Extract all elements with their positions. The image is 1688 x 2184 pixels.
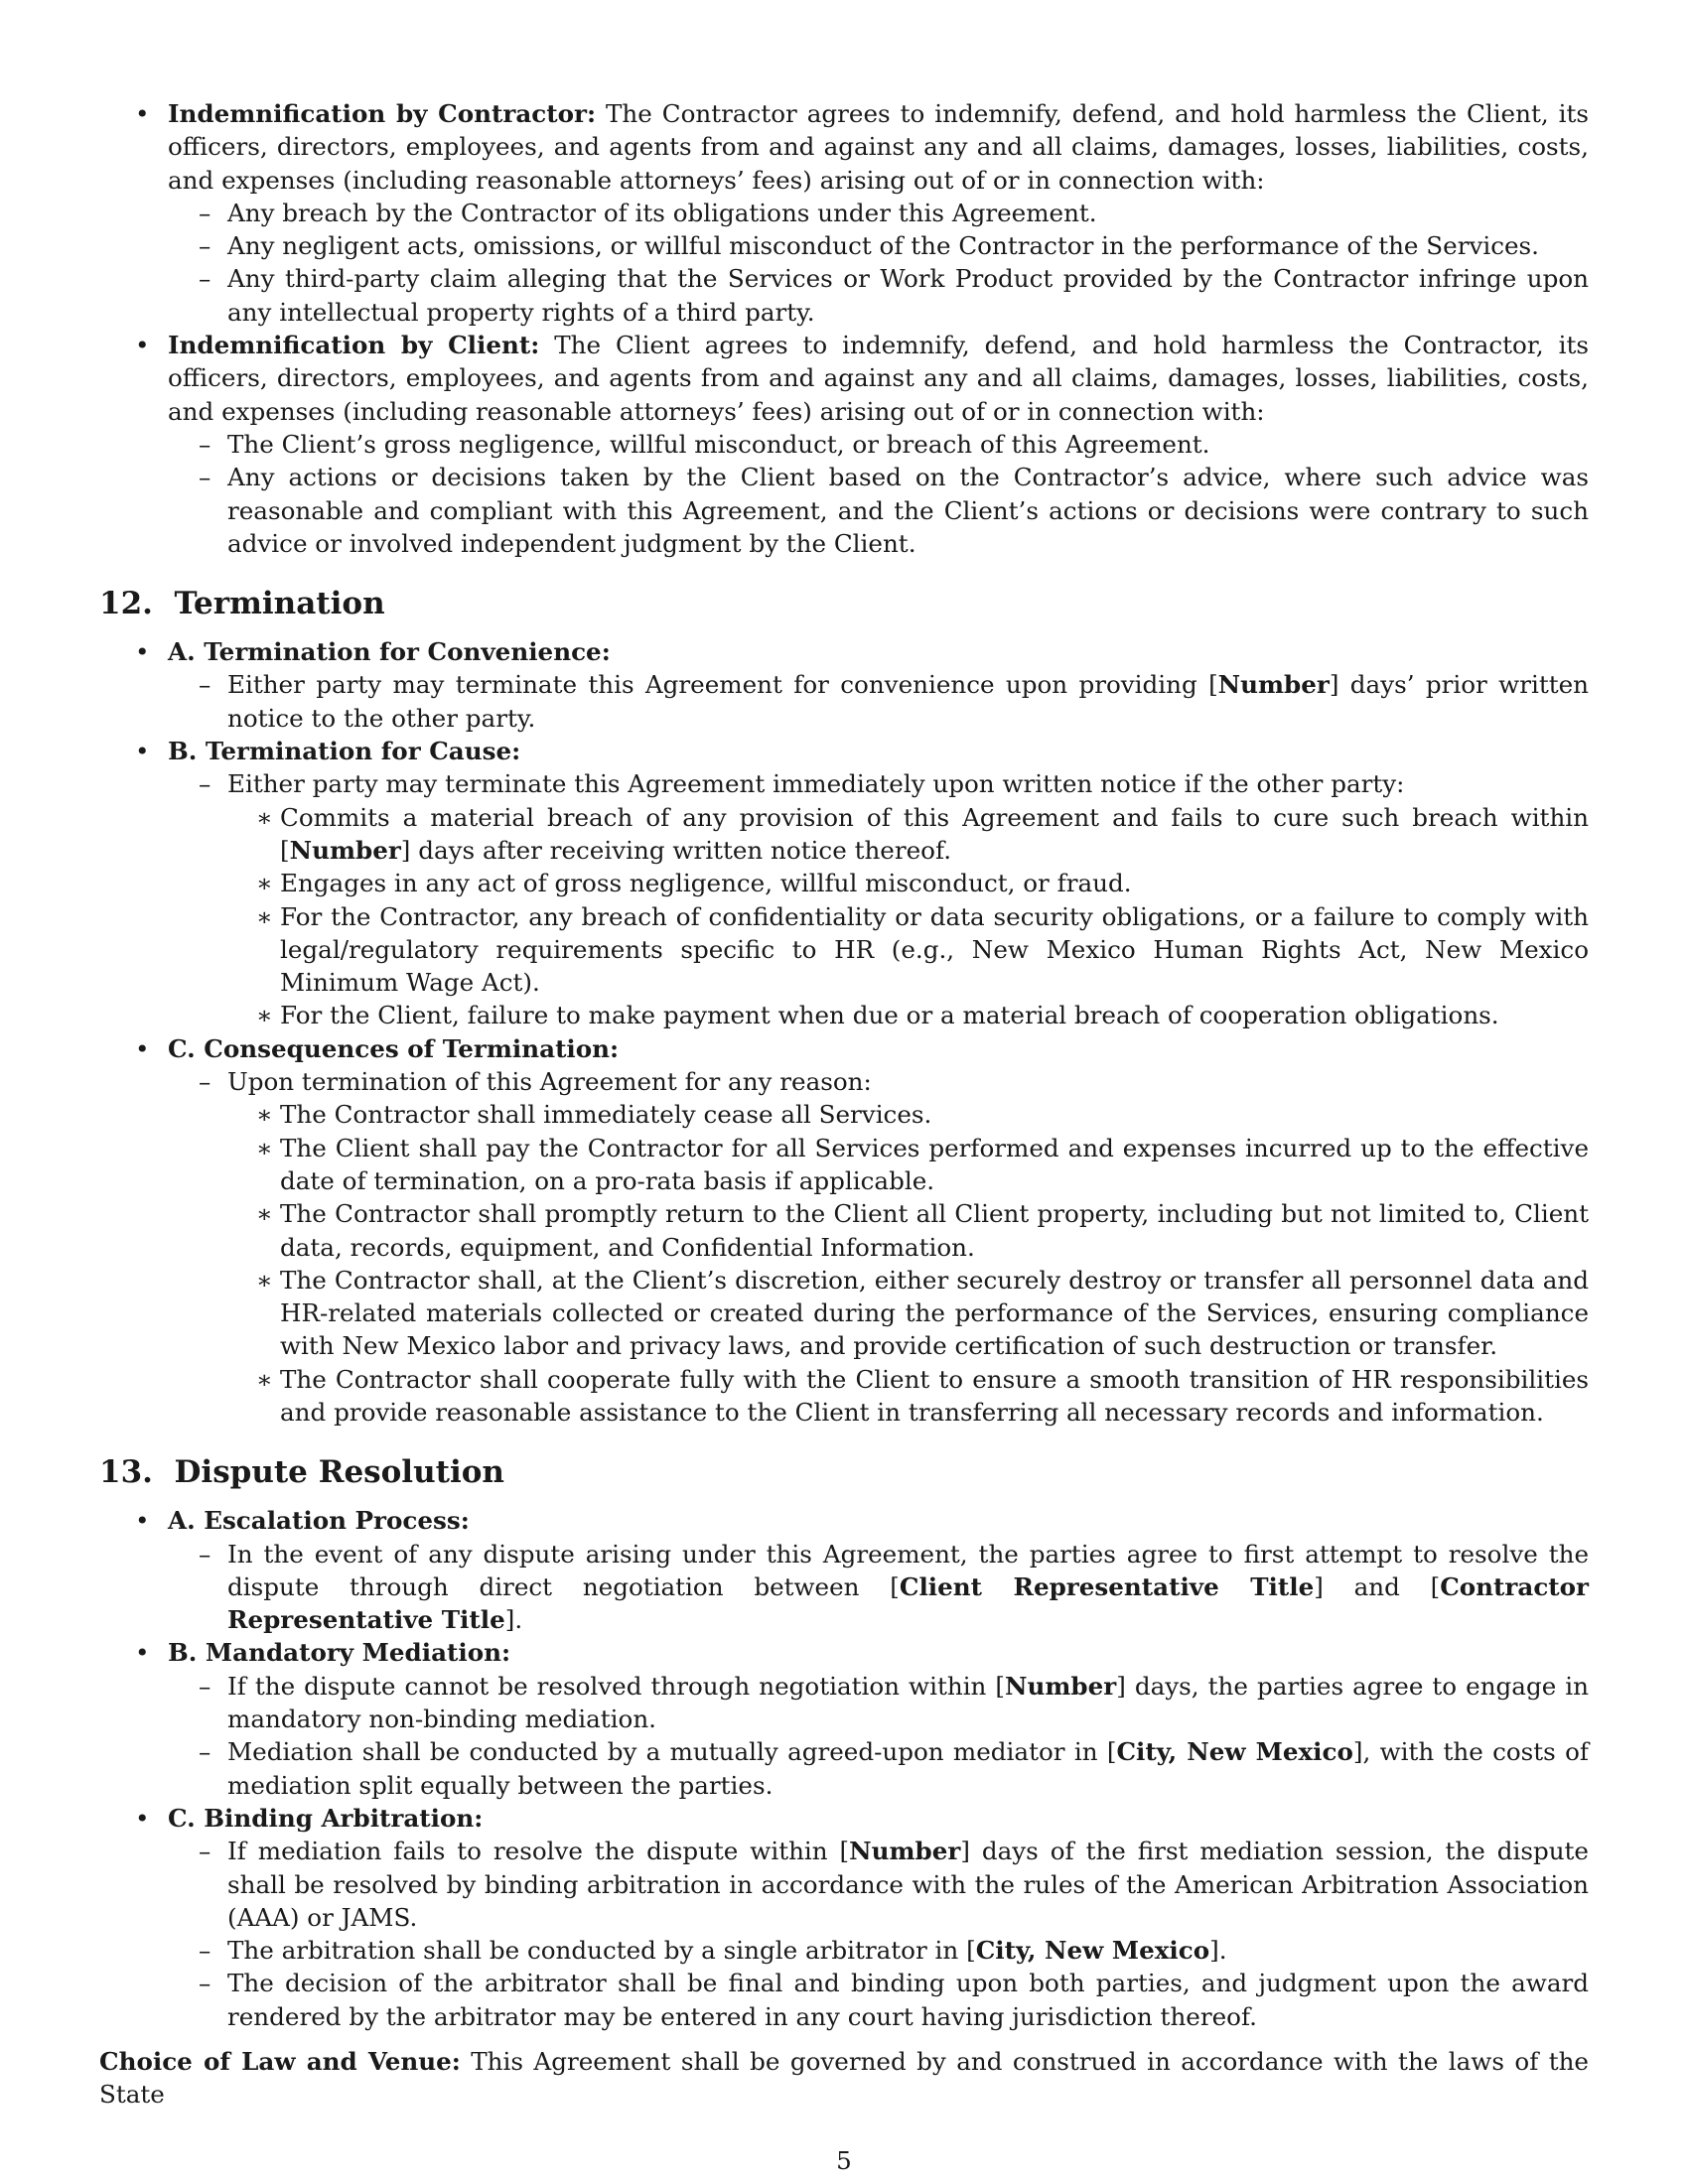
termination-convenience-items [168, 668, 1589, 735]
placeholder-number: Number [289, 835, 401, 865]
list-item-text: ]. [1209, 1936, 1227, 1966]
list-item-text: Either party may terminate this Agreement immediately upon written notice if the other party: [227, 769, 1405, 799]
list-item-text: The Contractor shall promptly return to the Client all Client property, including but not limited to, Client data, records, equipment, and Confidential Information. [280, 1199, 1589, 1262]
choice-of-law-paragraph [99, 2045, 1589, 2112]
star-marker: ∗ [256, 1199, 273, 1229]
dash-marker: – [199, 1539, 211, 1569]
indemnification-client-text: The Client agrees to indemnify, defend, and hold harmless the Contractor, its officers, directors, employees, and agents from and against any and all claims, damages, losses, liabilities, costs, and expenses (including reasonable attorneys’ fees) arising out of or in connection with: [168, 331, 1589, 426]
bullet-marker: • [135, 637, 150, 667]
list-item-text: ] days’ prior written notice to the other party. [227, 670, 1589, 733]
subsection-label: B. Termination for Cause: [168, 737, 521, 766]
subsection-label: C. Binding Arbitration: [168, 1803, 484, 1833]
star-marker: ∗ [256, 802, 273, 832]
list-item-text: Any third-party claim alleging that the Services or Work Product provided by the Contractor infringe upon any intellectual property rights of a third party. [227, 264, 1589, 327]
list-item [168, 1967, 1589, 2033]
termination-cause-subitems [227, 801, 1589, 1032]
list-item [168, 262, 1589, 329]
document-page [99, 97, 1589, 2112]
dispute-mediation [99, 1636, 1589, 1801]
placeholder-city: City, New Mexico [975, 1936, 1210, 1966]
choice-of-law-label: Choice of Law and Venue: [99, 2047, 461, 2077]
bullet-marker: • [135, 1638, 150, 1668]
bullet-marker: • [135, 1506, 150, 1536]
dash-marker: – [199, 670, 211, 700]
placeholder-contractor-representative-title: Contractor Representative Title [227, 1571, 1590, 1635]
section-title: Termination [174, 586, 385, 622]
subsection-label: C. Consequences of Termination: [168, 1033, 620, 1063]
list-item [227, 1098, 1589, 1131]
dispute-mediation-items [168, 1670, 1589, 1802]
list-item-text: ] days, the parties agree to engage in mandatory non-binding mediation. [227, 1671, 1589, 1734]
star-marker: ∗ [256, 1001, 273, 1030]
list-item [168, 1538, 1589, 1637]
termination-convenience [99, 635, 1589, 735]
list-item-text: ], with the costs of mediation split equally between the parties. [227, 1737, 1590, 1800]
list-item [227, 900, 1589, 1000]
dash-marker: – [199, 1936, 211, 1966]
indemnification-contractor-text: The Contractor agrees to indemnify, defend, and hold harmless the Client, its officers, directors, employees, and agents from and against any and all claims, damages, losses, liabilities, costs, and expenses (including reasonable attorneys’ fees) arising out of or in connection with: [168, 99, 1589, 195]
list-item [227, 1363, 1589, 1430]
list-item-text: Either party may terminate this Agreement for convenience upon providing [ [227, 670, 1218, 700]
dash-marker: – [199, 463, 211, 492]
indemnification-list [99, 97, 1589, 560]
list-item [168, 1065, 1589, 1429]
dispute-list [99, 1504, 1589, 2033]
bullet-marker: • [135, 1803, 150, 1833]
bullet-marker: • [135, 1033, 150, 1063]
list-item-text: If the dispute cannot be resolved through negotiation within [ [227, 1671, 1006, 1701]
list-item [227, 1197, 1589, 1264]
list-item [168, 1670, 1589, 1736]
termination-list [99, 635, 1589, 1429]
list-item-text: For the Contractor, any breach of confidentiality or data security obligations, or a failure to comply with legal/regulatory requirements specific to HR (e.g., New Mexico Human Rights Act, New Mexico Minimum Wage Act). [280, 901, 1589, 998]
list-item-text: The arbitration shall be conducted by a single arbitrator in [ [227, 1936, 976, 1966]
placeholder-number: Number [849, 1837, 961, 1866]
bullet-marker: • [135, 331, 150, 360]
indemnification-client-items [168, 428, 1589, 560]
dispute-arbitration [99, 1802, 1589, 2033]
list-item-text: The decision of the arbitrator shall be final and binding upon both parties, and judgment upon the award rendered by the arbitrator may be entered in any court having jurisdiction thereof. [227, 1969, 1589, 2031]
list-item [168, 668, 1589, 735]
dispute-escalation-items [168, 1538, 1589, 1637]
list-item [168, 1735, 1589, 1802]
choice-of-law-text: This Agreement shall be governed by and construed in accordance with the laws of the State [99, 2047, 1589, 2110]
bullet-marker: • [135, 99, 150, 128]
list-item [168, 229, 1589, 262]
indemnification-contractor-label: Indemnification by Contractor: [168, 99, 597, 128]
list-item-text: The Contractor shall immediately cease all Services. [280, 1100, 932, 1130]
star-marker: ∗ [256, 1364, 273, 1394]
list-item-text: Any actions or decisions taken by the Client based on the Contractor’s advice, where such advice was reasonable and compliant with this Agreement, and the Client’s actions or decisions were contrary to such advice or involved independent judgment by the Client. [227, 463, 1589, 558]
list-item [227, 801, 1589, 868]
section-heading-dispute-resolution [99, 1429, 1589, 1504]
list-item-text: ] days of the first mediation session, the dispute shall be resolved by binding arbitration in accordance with the rules of the American Arbitration Association (AAA) or JAMS. [227, 1837, 1589, 1932]
list-item [168, 767, 1589, 1031]
indemnification-contractor-items [168, 197, 1589, 329]
dash-marker: – [199, 1837, 211, 1866]
dash-marker: – [199, 1737, 211, 1767]
bullet-marker: • [135, 737, 150, 766]
indemnification-client-label: Indemnification by Client: [168, 331, 540, 360]
indemnification-contractor [99, 97, 1589, 329]
termination-consequences [99, 1032, 1589, 1430]
termination-cause [99, 735, 1589, 1032]
list-item [227, 1132, 1589, 1198]
list-item-text: For the Client, failure to make payment when due or a material breach of cooperation obligations. [280, 1001, 1499, 1030]
list-item [168, 1835, 1589, 1934]
section-number: 12. [99, 586, 153, 622]
star-marker: ∗ [256, 869, 273, 898]
placeholder-number: Number [1005, 1671, 1117, 1701]
termination-consequences-subitems [227, 1098, 1589, 1429]
section-heading-termination [99, 560, 1589, 635]
list-item-text: In the event of any dispute arising under this Agreement, the parties agree to first attempt to resolve the dispute through direct negotiation between [ [227, 1539, 1589, 1601]
dispute-arbitration-items [168, 1835, 1589, 2033]
placeholder-client-representative-title: Client Representative Title [899, 1571, 1315, 1601]
list-item-text: Engages in any act of gross negligence, willful misconduct, or fraud. [280, 869, 1132, 898]
dispute-escalation [99, 1504, 1589, 1636]
dash-marker: – [199, 1969, 211, 1998]
subsection-label: B. Mandatory Mediation: [168, 1638, 511, 1668]
dash-marker: – [199, 429, 211, 459]
list-item [168, 461, 1589, 560]
list-item [227, 999, 1589, 1031]
placeholder-city: City, New Mexico [1116, 1737, 1353, 1767]
section-title: Dispute Resolution [174, 1454, 504, 1491]
list-item-text: The Contractor shall cooperate fully with the Client to ensure a smooth transition of HR responsibilities and provide reasonable assistance to the Client in transferring all necessary records and information. [280, 1364, 1589, 1427]
indemnification-client [99, 329, 1589, 560]
list-item-text: Commits a material breach of any provision of this Agreement and fails to cure such breach within [ [280, 802, 1589, 865]
dash-marker: – [199, 198, 211, 227]
list-item [168, 428, 1589, 461]
list-item-text: The Client shall pay the Contractor for all Services performed and expenses incurred up to the effective date of termination, on a pro-rata basis if applicable. [280, 1133, 1589, 1195]
list-item [168, 1934, 1589, 1967]
dash-marker: – [199, 264, 211, 294]
placeholder-number: Number [1217, 670, 1330, 700]
page-number: 5 [836, 2146, 852, 2175]
list-item [227, 867, 1589, 899]
star-marker: ∗ [256, 1133, 273, 1162]
list-item-text: ] and [ [1314, 1571, 1441, 1601]
section-number: 13. [99, 1454, 153, 1491]
dash-marker: – [199, 1067, 211, 1097]
star-marker: ∗ [256, 901, 273, 931]
list-item-text: Mediation shall be conducted by a mutually agreed-upon mediator in [ [227, 1737, 1117, 1767]
list-item-text: ]. [504, 1605, 523, 1635]
star-marker: ∗ [256, 1100, 273, 1130]
list-item-text: The Client’s gross negligence, willful misconduct, or breach of this Agreement. [227, 429, 1210, 459]
list-item-text: ] days after receiving written notice thereof. [400, 835, 952, 865]
termination-cause-items [168, 767, 1589, 1031]
list-item-text: The Contractor shall, at the Client’s discretion, either securely destroy or transfer all personnel data and HR-related materials collected or created during the performance of the Services, ensuring compliance with New Mexico labor and privacy laws, and provide certification of such destruction or transfer. [280, 1265, 1589, 1361]
list-item-text: Upon termination of this Agreement for any reason: [227, 1067, 872, 1097]
subsection-label: A. Termination for Convenience: [168, 637, 611, 667]
list-item-text: Any breach by the Contractor of its obligations under this Agreement. [227, 198, 1097, 227]
list-item [168, 197, 1589, 229]
list-item [227, 1264, 1589, 1363]
dash-marker: – [199, 769, 211, 799]
termination-consequences-items [168, 1065, 1589, 1429]
dash-marker: – [199, 231, 211, 261]
subsection-label: A. Escalation Process: [168, 1506, 470, 1536]
dash-marker: – [199, 1671, 211, 1701]
list-item-text: Any negligent acts, omissions, or willful misconduct of the Contractor in the performance of the Services. [227, 231, 1539, 261]
star-marker: ∗ [256, 1265, 273, 1295]
list-item-text: If mediation fails to resolve the dispute within [ [227, 1837, 850, 1866]
